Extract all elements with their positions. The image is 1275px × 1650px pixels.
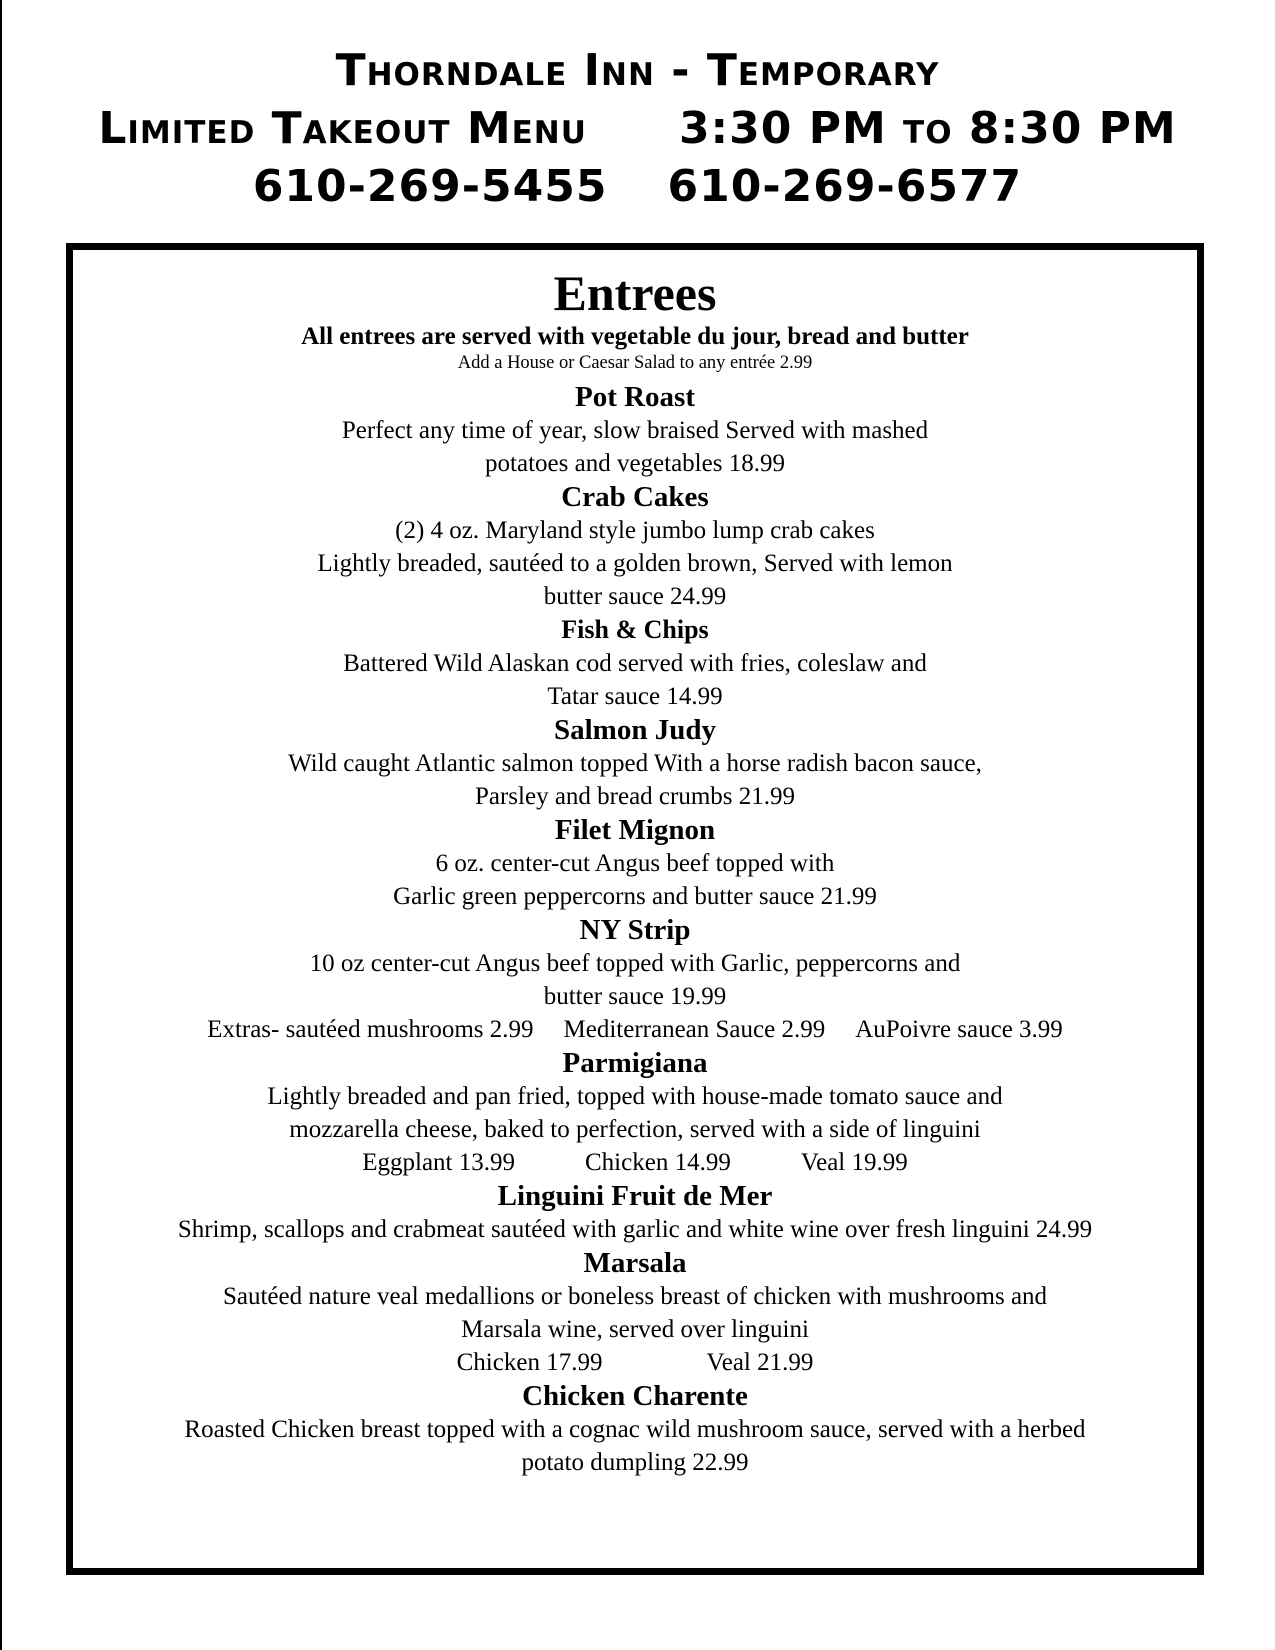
item-description-line: Shrimp, scallops and crabmeat sautéed with garlic and white wine over fresh linguini 24.99 (177, 1216, 1093, 1243)
item-description-line: (2) 4 oz. Maryland style jumbo lump crab cakes (395, 517, 875, 544)
service-hours: 3:30 PM to 8:30 PM (678, 103, 1177, 154)
item-price-options (73, 1346, 1197, 1379)
extra-option: Extras- sautéed mushrooms 2.99 (207, 1016, 534, 1043)
item-description-line: Marsala wine, served over linguini (461, 1316, 809, 1343)
price-option: Veal 21.99 (706, 1349, 814, 1376)
item-description-line: butter sauce 19.99 (543, 983, 727, 1010)
item-description-line: Perfect any time of year, slow braised Served with mashed (341, 417, 929, 444)
item-description-line: Battered Wild Alaskan cod served with fries, coleslaw and (343, 650, 927, 677)
item-description-line: Parsley and bread crumbs 21.99 (474, 783, 796, 810)
item-description-line: mozzarella cheese, baked to perfection, served with a side of linguini (289, 1116, 981, 1143)
item-description-line: potatoes and vegetables 18.99 (485, 450, 785, 477)
header-menu-hours-line (0, 100, 1275, 158)
item-description-line: 10 oz center-cut Angus beef topped with Garlic, peppercorns and (309, 950, 961, 977)
item-description-line: Garlic green peppercorns and butter sauce 21.99 (393, 883, 877, 910)
item-name: Chicken Charente (522, 1380, 748, 1412)
item-name: Fish & Chips (561, 615, 709, 644)
item-description-line: Wild caught Atlantic salmon topped With a horse radish bacon sauce, (288, 750, 982, 777)
section-title: Entrees (553, 265, 717, 321)
menu-item-pot-roast (73, 380, 1197, 480)
menu-item-fish-and-chips (73, 613, 1197, 713)
item-name: Parmigiana (562, 1047, 708, 1079)
extra-option: Mediterranean Sauce 2.99 (563, 1016, 826, 1043)
item-name: Crab Cakes (561, 481, 709, 513)
page-edge-rule (0, 0, 2, 1650)
menu-item-chicken-charente (73, 1379, 1197, 1479)
item-name: Filet Mignon (554, 814, 716, 846)
phone-number-1: 610-269-5455 (252, 161, 608, 212)
item-description-line: potato dumpling 22.99 (521, 1449, 749, 1476)
price-option: Chicken 17.99 (456, 1349, 603, 1376)
item-description-line: Lightly breaded and pan fried, topped with house-made tomato sauce and (267, 1083, 1003, 1110)
phone-number-2: 610-269-6577 (667, 161, 1023, 212)
menu-item-filet-mignon (73, 813, 1197, 913)
menu-item-marsala (73, 1246, 1197, 1379)
price-option: Veal 19.99 (800, 1149, 908, 1176)
item-name: Linguini Fruit de Mer (497, 1180, 773, 1212)
extra-option: AuPoivre sauce 3.99 (855, 1016, 1063, 1043)
menu-item-linguini-fruit-de-mer (73, 1179, 1197, 1246)
menu-item-salmon-judy (73, 713, 1197, 813)
item-description-line: Sautéed nature veal medallions or boneless breast of chicken with mushrooms and (222, 1283, 1048, 1310)
item-name: Salmon Judy (554, 714, 716, 746)
menu-item-ny-strip (73, 913, 1197, 1046)
menu-header (0, 42, 1275, 216)
price-option: Eggplant 13.99 (362, 1149, 515, 1176)
item-description-line: Roasted Chicken breast topped with a cognac wild mushroom sauce, served with a herbed (184, 1416, 1086, 1443)
item-name: Marsala (583, 1247, 687, 1279)
item-description-line: 6 oz. center-cut Angus beef topped with (435, 850, 835, 877)
header-phone-line (0, 158, 1275, 216)
item-description-line: Lightly breaded, sautéed to a golden brown, Served with lemon (317, 550, 953, 577)
section-note: Add a House or Caesar Salad to any entrée 2.99 (457, 353, 813, 373)
menu-item-crab-cakes (73, 480, 1197, 613)
price-option: Chicken 14.99 (585, 1149, 731, 1176)
item-name: NY Strip (579, 914, 691, 946)
item-extras (73, 1013, 1197, 1046)
item-description-line: Tatar sauce 14.99 (547, 683, 723, 710)
menu-name: Limited Takeout Menu (98, 103, 587, 154)
menu-item-parmigiana (73, 1046, 1197, 1179)
item-price-options (73, 1146, 1197, 1179)
item-description-line: butter sauce 24.99 (543, 583, 727, 610)
header-title-line: Thorndale Inn - Temporary (335, 45, 940, 96)
section-subtitle: All entrees are served with vegetable du jour, bread and butter (301, 323, 969, 350)
entrees-menu-box (66, 243, 1204, 1575)
item-name: Pot Roast (574, 381, 695, 413)
